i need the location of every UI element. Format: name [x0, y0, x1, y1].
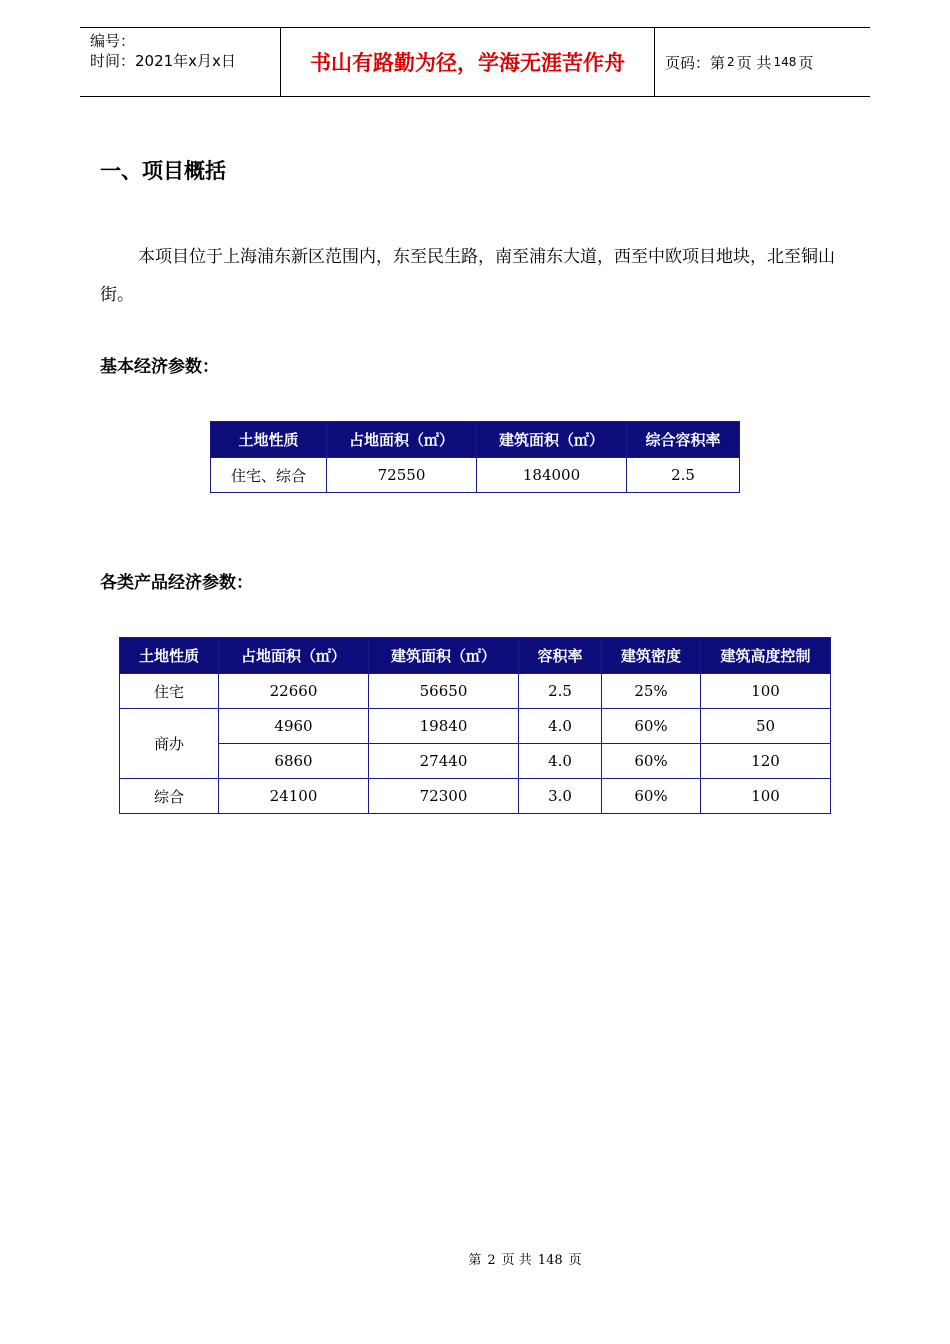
- table-row: [211, 458, 740, 493]
- header-page-info: [655, 28, 870, 96]
- page-number: 2: [727, 55, 735, 69]
- page-footer: [0, 1249, 950, 1268]
- table-cell: 25%: [602, 674, 701, 709]
- product-params-table: [119, 637, 831, 814]
- table-header-row: [120, 638, 831, 674]
- table-cell: 50: [701, 709, 831, 744]
- column-header: 建筑高度控制: [701, 638, 831, 674]
- table-cell: 56650: [369, 674, 519, 709]
- section-title: 一、项目概括: [100, 159, 226, 183]
- column-header: 建筑密度: [602, 638, 701, 674]
- table-cell: 2.5: [519, 674, 602, 709]
- footer-suffix: 页: [568, 1253, 582, 1268]
- table-cell: 27440: [369, 744, 519, 779]
- table-row: [120, 709, 831, 744]
- table-cell: 综合: [120, 779, 219, 814]
- footer-page-number: 2: [487, 1253, 496, 1268]
- table-cell: 住宅、综合: [211, 458, 327, 493]
- table-cell: 72550: [327, 458, 477, 493]
- header-motto: 书山有路勤为径，学海无涯苦作舟: [281, 28, 655, 96]
- header-meta: [80, 28, 281, 96]
- document-number-label: 编号：: [90, 32, 136, 50]
- table-cell: 住宅: [120, 674, 219, 709]
- table-cell: 3.0: [519, 779, 602, 814]
- footer-mid: 页 共: [501, 1253, 532, 1268]
- basic-params-table: [210, 421, 740, 493]
- project-description: 本项目位于上海浦东新区范围内，东至民生路，南至浦东大道，西至中欧项目地块，北至铜山街。: [100, 247, 835, 305]
- column-header: 建筑面积（㎡）: [477, 422, 627, 458]
- table-cell: 60%: [602, 744, 701, 779]
- product-params-title: 各类产品经济参数：: [100, 573, 253, 593]
- column-header: 土地性质: [120, 638, 219, 674]
- page-header: [80, 27, 870, 97]
- table-cell: 商办: [120, 709, 219, 779]
- table-cell: 22660: [219, 674, 369, 709]
- table-cell: 6860: [219, 744, 369, 779]
- table-cell: 19840: [369, 709, 519, 744]
- table-header-row: [211, 422, 740, 458]
- table-cell: 4.0: [519, 744, 602, 779]
- basic-params-title: 基本经济参数：: [100, 357, 219, 377]
- table-cell: 184000: [477, 458, 627, 493]
- footer-page-total: 148: [537, 1253, 563, 1268]
- page-prefix: 页码：第: [665, 53, 726, 72]
- table-cell: 60%: [602, 779, 701, 814]
- table-cell: 24100: [219, 779, 369, 814]
- column-header: 占地面积（㎡）: [327, 422, 477, 458]
- column-header: 占地面积（㎡）: [219, 638, 369, 674]
- table-cell: 4960: [219, 709, 369, 744]
- table-cell: 60%: [602, 709, 701, 744]
- column-header: 容积率: [519, 638, 602, 674]
- table-cell: 100: [701, 674, 831, 709]
- footer-prefix: 第: [468, 1253, 482, 1268]
- table-cell: 72300: [369, 779, 519, 814]
- page-suffix: 页: [798, 53, 814, 72]
- table-cell: 2.5: [627, 458, 740, 493]
- page-mid: 页 共: [736, 53, 772, 72]
- page-total: 148: [773, 55, 797, 69]
- table-cell: 4.0: [519, 709, 602, 744]
- column-header: 综合容积率: [627, 422, 740, 458]
- column-header: 土地性质: [211, 422, 327, 458]
- table-row: [120, 744, 831, 779]
- column-header: 建筑面积（㎡）: [369, 638, 519, 674]
- document-time-label: 时间：2021年x月x日: [90, 52, 236, 70]
- table-row: [120, 779, 831, 814]
- table-row: [120, 674, 831, 709]
- table-cell: 120: [701, 744, 831, 779]
- table-cell: 100: [701, 779, 831, 814]
